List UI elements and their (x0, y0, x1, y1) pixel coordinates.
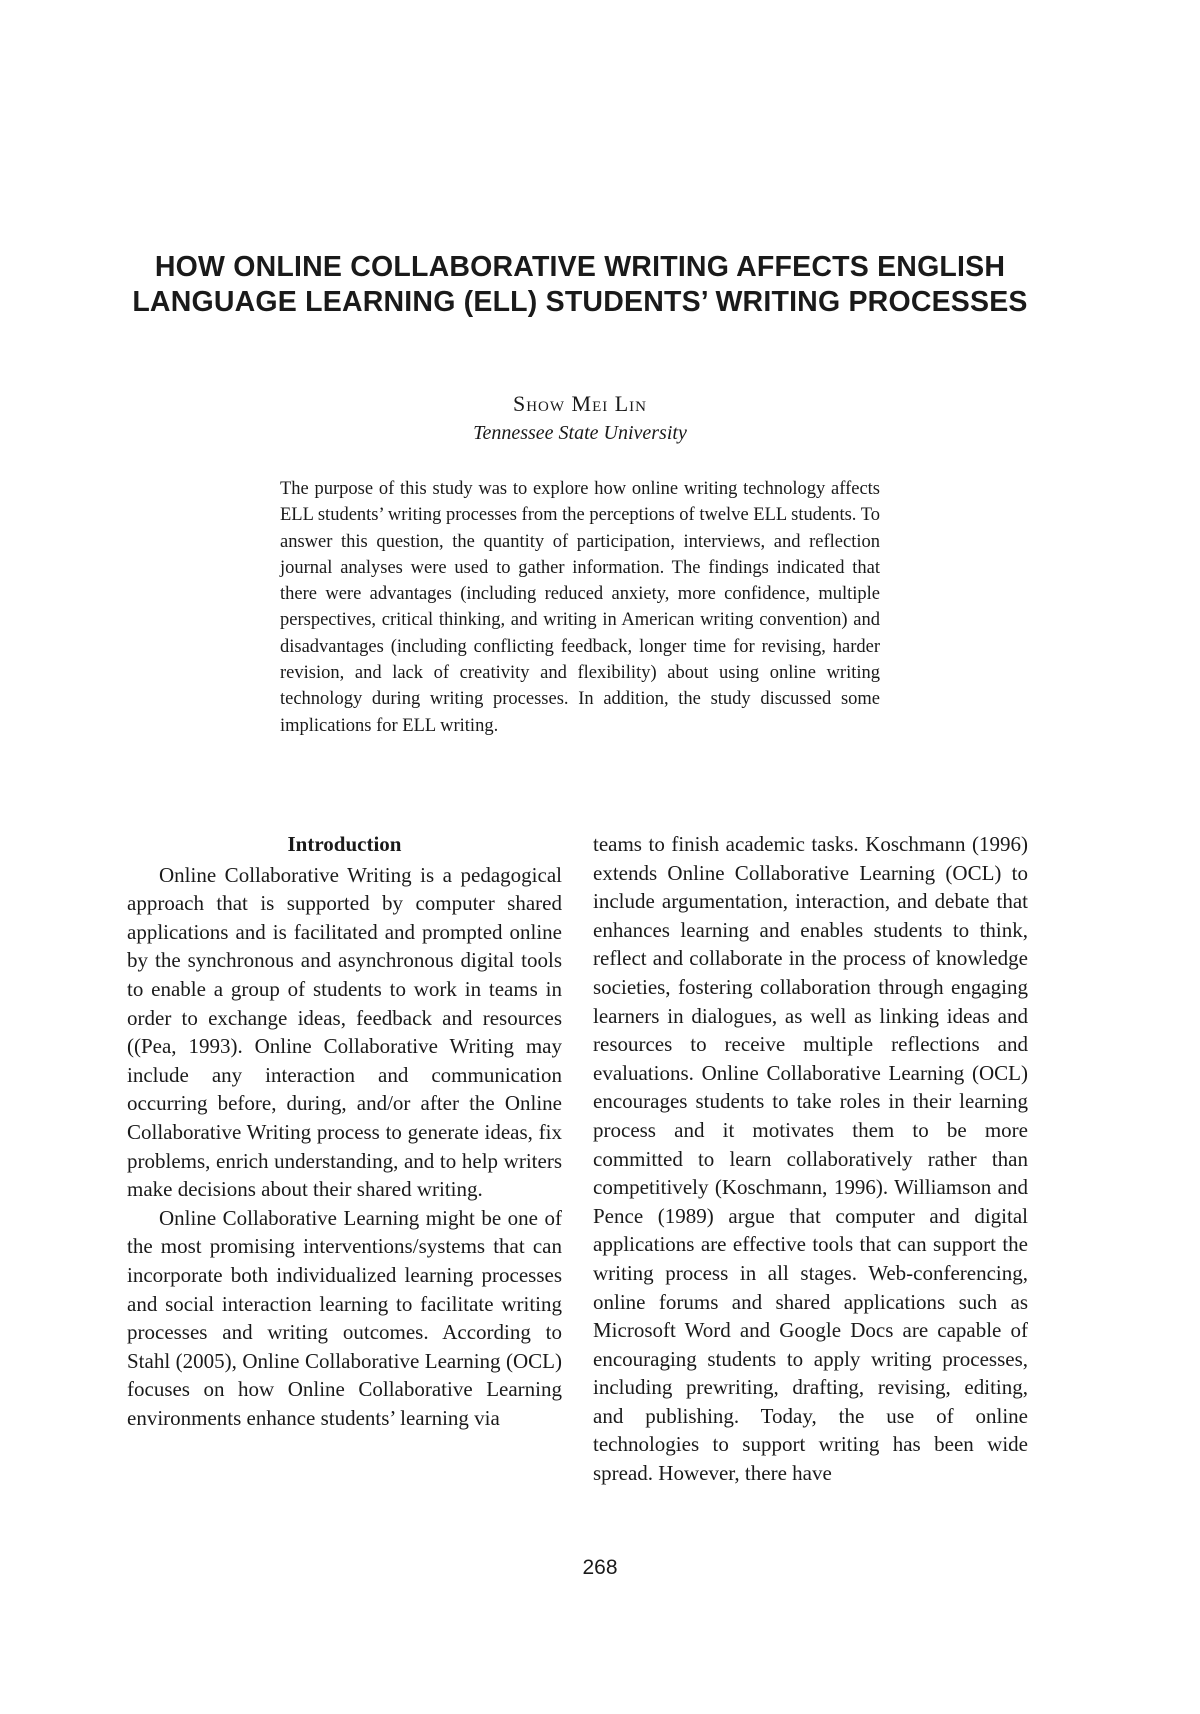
body-paragraph: Online Collaborative Learning might be one of the most promising interventions/systems that can incorporate both individualized learning processes and social interaction learning to facilitate writing processes and writing outcomes. According to Stahl (2005), Online Collaborative Learning (OCL) focuses on how Online Collaborative Learning environments enhance students’ learning via (127, 1205, 562, 1430)
left-column (127, 830, 562, 1432)
body-paragraph-continued: teams to finish academic tasks. Koschmann (1996) extends Online Collaborative Learning (OCL) to include argumentation, interaction, and debate that enhances learning and enables students to think, reflect and collaborate in the process of knowledge societies, fostering collaboration through engaging learners in dialogues, as well as linking ideas and resources to receive multiple reflections and evaluations. Online Collaborative Learning (OCL) encourages students to take roles in their learning process and it motivates them to be more committed to learn collaboratively rather than competitively (Koschmann, 1996). Williamson and Pence (1989) argue that computer and digital applications are effective tools that can support the writing process in all stages. Web-conferencing, online forums and shared applications such as Microsoft Word and Google Docs are capable of encouraging students to apply writing processes, including prewriting, drafting, revising, editing, and publishing. Today, the use of online technologies to support writing has been wide spread. However, there have (593, 832, 1028, 1486)
author-name: Show Mei Lin (512, 391, 648, 416)
right-column (593, 830, 1028, 1488)
body-paragraph: Online Collaborative Writing is a pedagogical approach that is supported by computer shared applications and is facilitated and prompted online by the synchronous and asynchronous digital tools to enable a group of students to work in teams in order to exchange ideas, feedback and resources ((Pea, 1993). Online Collaborative Writing may include any interaction and communication occurring before, during, and/or after the Online Collaborative Writing process to generate ideas, fix problems, enrich understanding, and to help writers make decisions about their shared writing. (127, 862, 562, 1202)
abstract: The purpose of this study was to explore how online writing technology affects ELL students’ writing processes from the perceptions of twelve ELL students. To answer this question, the quantity of participation, interviews, and reflection journal analyses were used to gather information. The findings indicated that there were advantages (including reduced anxiety, more confidence, multiple perspectives, critical thinking, and writing in American writing convention) and disadvantages (including conflicting feedback, longer time for revising, harder revision, and lack of creativity and flexibility) about using online writing technology during writing processes. In addition, the study discussed some implications for ELL writing. (280, 479, 880, 736)
section-heading-introduction: Introduction (287, 832, 402, 856)
paper-title: HOW ONLINE COLLABORATIVE WRITING AFFECTS ENGLISH LANGUAGE LEARNING (ELL) STUDENTS’ WRITING PROCESSES (132, 251, 1028, 318)
author-affiliation: Tennessee State University (473, 422, 687, 444)
page-number: 268 (582, 1556, 618, 1579)
